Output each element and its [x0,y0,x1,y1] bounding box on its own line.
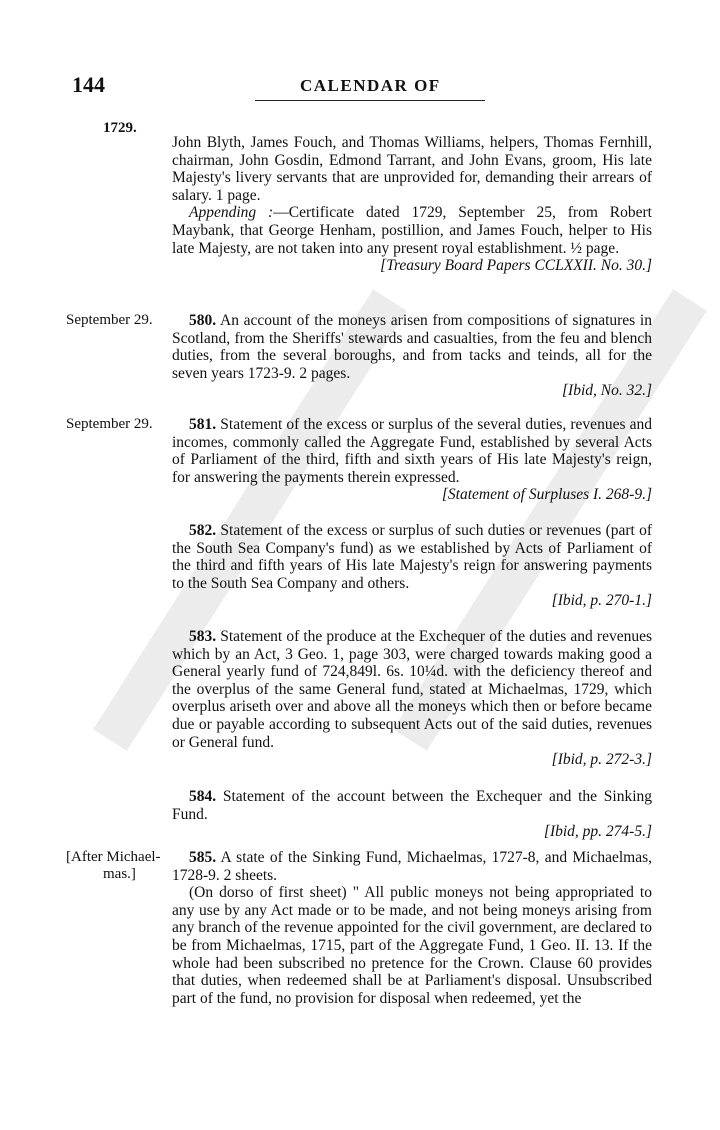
entry-description: Statement of the excess or surplus of such duties or revenues (part of the South Sea Company's fund) as we established by Acts of Parliament of the third and fifth years of His late Majesty's reign for answering payments to the South Sea Company and others. [172,522,652,592]
entry-body [172,788,652,823]
entry-date: 1729. [103,120,137,136]
entry-date: September 29. [66,312,153,328]
reference: [Treasury Board Papers CCLXXII. No. 30.] [380,257,652,275]
entry-text [172,788,652,841]
entry-description: Statement of the account between the Exchequer and the Sinking Fund. [172,788,653,823]
entry-body [172,849,652,884]
entry-number: 582. [189,522,217,539]
running-head: CALENDAR OF [300,76,441,95]
appending-label: Appending : [189,204,274,222]
reference: [Statement of Surpluses I. 268-9.] [441,486,652,504]
reference: [Ibid, p. 270-1.] [551,592,652,610]
entry-body [172,312,652,382]
entry-note: (On dorso of first sheet) " All public moneys not being appropriated to any use by any Act made or to be made, and not being moneys arising from any branch of the revenue appointed for the civil government, are declared to be from Michaelmas, 1715, part of the Aggregate Fund, 1 Geo. II. 13. If the whole had been subscribed no pretence for the Crown. Clause 60 provides that duties, when redeemed shall be at Parliament's disposal. Unsubscribed part of the fund, no provision for disposal when redeemed, yet the [172,884,652,1007]
appending-paragraph [172,204,652,257]
entry-date-line-1: [After Michael- [66,849,161,865]
entry-body [172,628,652,751]
entry-description: Statement of the produce at the Exchequer of the duties and revenues which by an Act, 3 Geo. 1, page 303, were charged towards making good a General yearly fund of 724,849l. 6s. 10¼d. with the deficiency thereof and the overplus of the same General fund, stated at Michaelmas, 1729, which overplus ariseth over and above all the moneys which then or before became due or payable according to subsequent Acts out of the said duties, revenues or General fund. [172,628,653,751]
entry-text [172,134,652,275]
header-rule [255,100,485,101]
entry-number: 581. [189,416,217,433]
page-number: 144 [72,72,105,97]
reference: [Ibid, pp. 274-5.] [543,823,652,841]
entry-text [172,628,652,769]
entry-text [172,849,652,1007]
appending-text: —Certificate dated 1729, September 25, from Robert Maybank, that George Henham, postillion, and James Fouch, helper to His late Majesty, are not taken into any present royal establishment. ½ page. [172,204,652,257]
entry-description: An account of the moneys arisen from compositions of signatures in Scotland, from the Sheriffs' stewards and casualties, from the feu and blench duties, from the several boroughs, and from tacks and teinds, all for the seven years 1723-9. 2 pages. [172,312,652,382]
entry-description: A state of the Sinking Fund, Michaelmas, 1727-8, and Michaelmas, 1728-9. 2 sheets. [172,849,652,884]
page-header [70,72,670,98]
entry-body [172,416,652,486]
entry-number: 583. [189,628,217,645]
entry-date: September 29. [66,416,153,432]
entry-text [172,416,652,504]
entry-text [172,312,652,400]
entry-number: 580. [189,312,217,329]
entry-number: 584. [189,788,217,805]
entry-body [172,522,652,592]
entry-description: Statement of the excess or surplus of the several duties, revenues and incomes, commonly called the Aggregate Fund, established by several Acts of Parliament of the third, fifth and sixth years of His late Majesty's reign, for answering the payments therein expressed. [172,416,653,486]
reference: [Ibid, No. 32.] [562,382,652,400]
entry-text [172,522,652,610]
entry-body: John Blyth, James Fouch, and Thomas Williams, helpers, Thomas Fernhill, chairman, John Gosdin, Edmond Tarrant, and John Evans, groom, His late Majesty's livery servants that are unprovided for, demanding their arrears of salary. 1 page. [172,134,652,204]
entry-number: 585. [189,849,217,866]
reference: [Ibid, p. 272-3.] [551,751,652,769]
entry-date-line-2: mas.] [103,866,136,882]
